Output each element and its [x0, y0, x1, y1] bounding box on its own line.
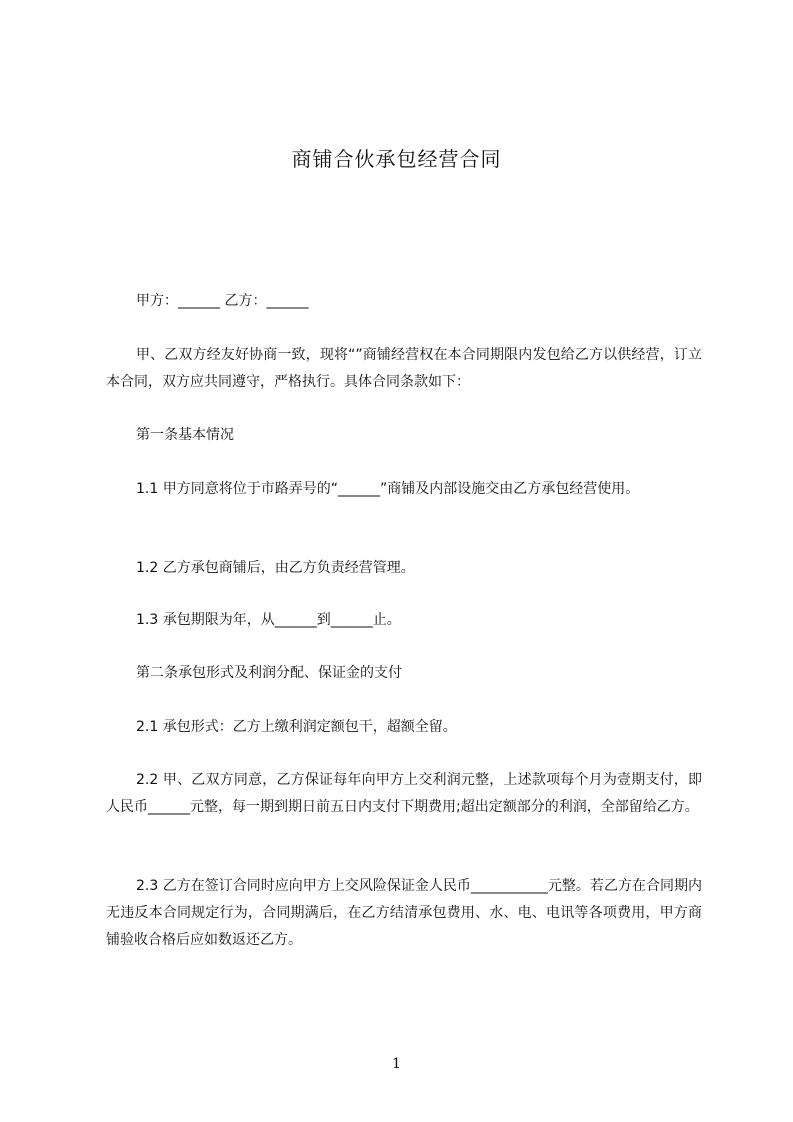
- article-2-heading: 第二条承包形式及利润分配、保证金的支付: [136, 665, 402, 681]
- clause-2-3: 2.3 乙方在签订合同时应向甲方上交风险保证金人民币___________元整。若乙方在合同期内无违反本合同规定行为，合同期满后，在乙方结清承包费用、水、电、电讯等各项费用，甲方商铺验收合格后应如数返还乙方。: [106, 878, 702, 948]
- clause-2-2: 2.2 甲、乙双方同意，乙方保证每年向甲方上交利润元整，上述款项每个月为壹期支付，即人民币______元整，每一期到期日前五日内支付下期费用;超出定额部分的利润，全部留给乙方。: [106, 772, 702, 815]
- parties-line: 甲方：______ 乙方：______: [136, 293, 309, 309]
- clause-1-2: 1.2 乙方承包商铺后，由乙方负责经营管理。: [136, 560, 415, 576]
- document-title: 商铺合伙承包经营合同: [291, 147, 502, 171]
- page-number: 1: [392, 1056, 401, 1072]
- clause-2-1: 2.1 承包形式：乙方上缴利润定额包干，超额全留。: [136, 719, 457, 735]
- clause-1-1: 1.1 甲方同意将位于市路弄号的“______”商铺及内部设施交由乙方承包经营使用。: [136, 481, 640, 497]
- clause-1-3: 1.3 承包期限为年，从______到______止。: [136, 612, 401, 628]
- article-1-heading: 第一条基本情况: [136, 427, 234, 443]
- intro-paragraph: 甲、乙双方经友好协商一致，现将“”商铺经营权在本合同期限内发包给乙方以供经营，订立本合同，双方应共同遵守，严格执行。具体合同条款如下：: [106, 347, 702, 390]
